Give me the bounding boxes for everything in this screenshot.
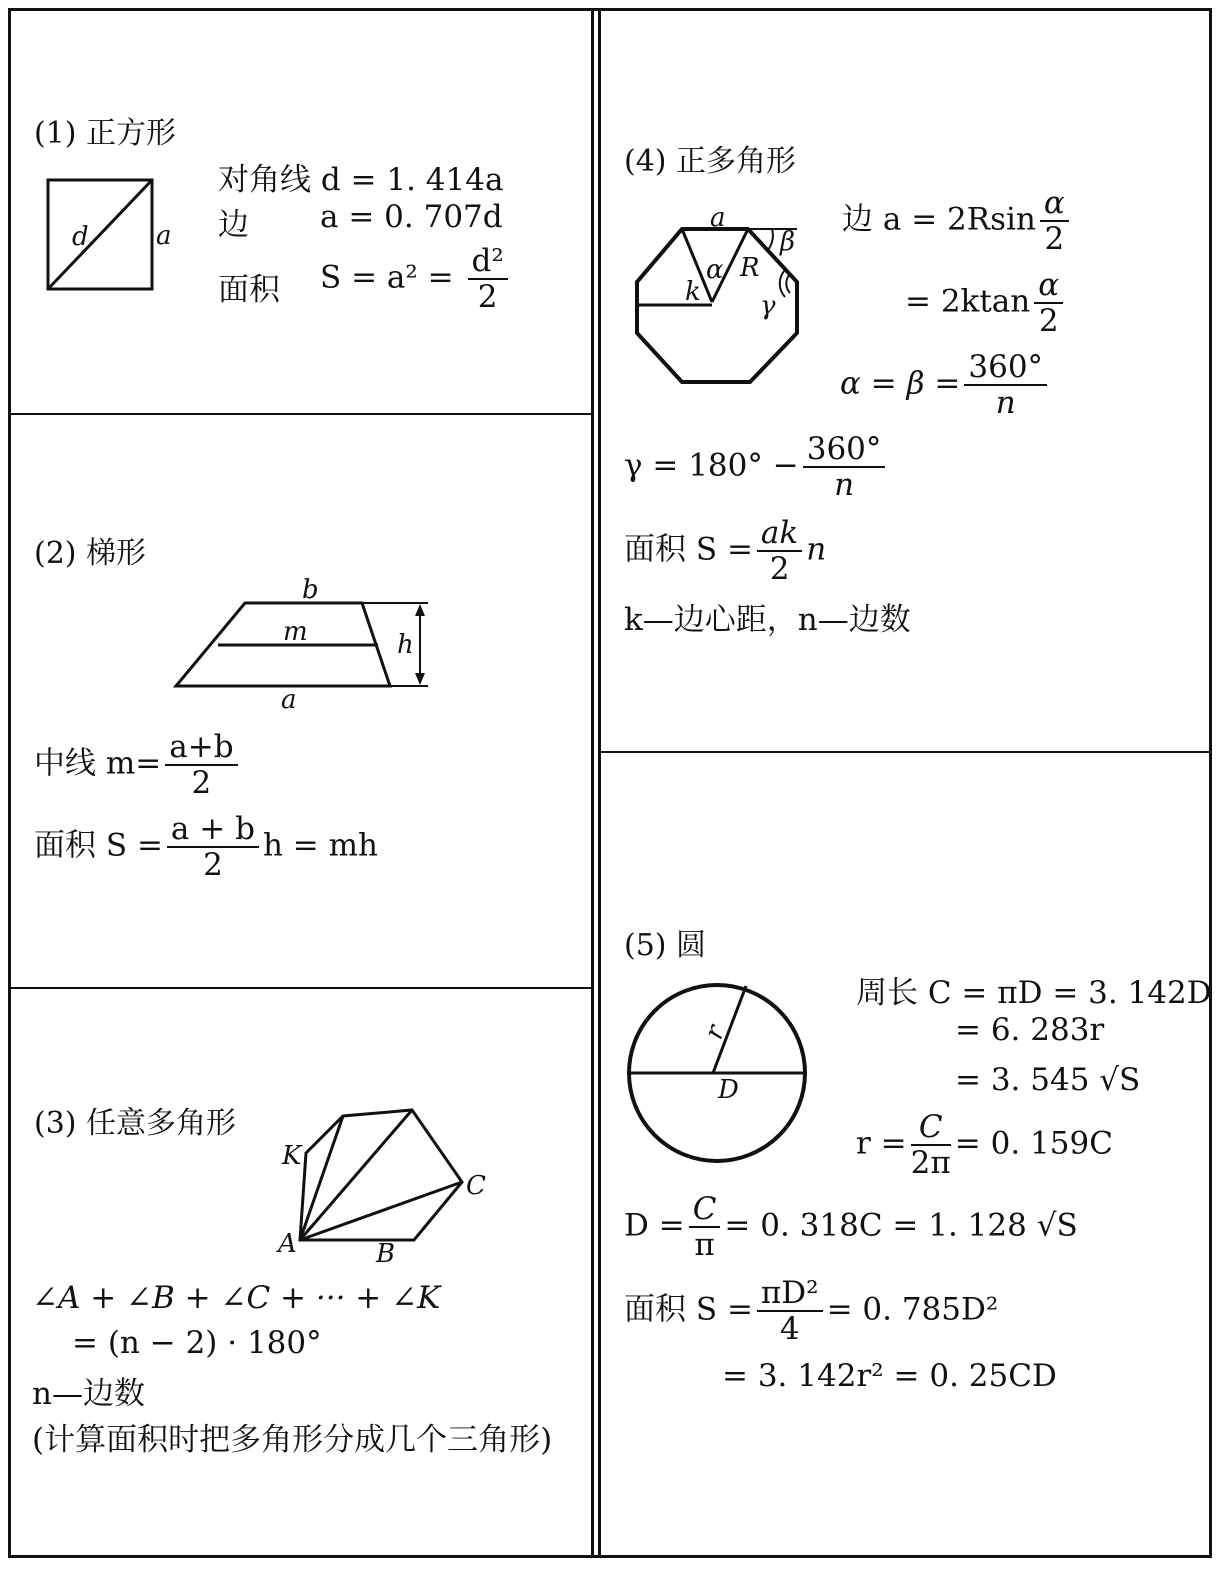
trapezoid-area-fraction bbox=[167, 812, 259, 882]
square-side-label: a bbox=[156, 221, 172, 251]
circle-diameter-formula bbox=[624, 1192, 1078, 1262]
polygon-angle-sum: ∠A + ∠B + ∠C + ··· + ∠K bbox=[32, 1280, 441, 1316]
square-title: (1) 正方形 bbox=[34, 116, 177, 151]
polygon-area-note: (计算面积时把多角形分成几个三角形) bbox=[32, 1422, 553, 1458]
polygon-n-note: n—边数 bbox=[32, 1376, 145, 1412]
trapezoid-a-label: a bbox=[281, 685, 297, 715]
regular-l4-pre: γ = 180° − bbox=[624, 447, 799, 484]
regular-l1-den: 2 bbox=[1044, 221, 1065, 258]
trapezoid-midline-formula bbox=[34, 730, 242, 800]
circle-l5-pre: D = bbox=[624, 1207, 685, 1244]
circle-area-formula-2: = 3. 142r² = 0. 25CD bbox=[722, 1358, 1057, 1394]
square-area-pre: S = a² = bbox=[320, 259, 454, 296]
circle-l5-num: C bbox=[689, 1192, 721, 1228]
regular-beta-label: β bbox=[780, 227, 796, 257]
square-area-formula bbox=[320, 244, 512, 314]
circle-l5-post: = 0. 318C = 1. 128 √S bbox=[724, 1207, 1078, 1244]
circle-l6-post: = 0. 785D² bbox=[826, 1291, 999, 1328]
circle-radius-formula bbox=[856, 1110, 1113, 1180]
trapezoid-mid-den: 2 bbox=[191, 765, 212, 802]
trapezoid-m-label: m bbox=[283, 617, 308, 647]
circle-l6-pre: 面积 S = bbox=[624, 1291, 753, 1328]
square-side-label-text: 边 bbox=[218, 207, 249, 243]
regular-gamma-formula bbox=[624, 432, 889, 502]
regular-l5-pre: 面积 S = bbox=[624, 531, 753, 568]
circle-area-formula bbox=[624, 1276, 998, 1346]
regular-area-formula bbox=[624, 516, 826, 586]
column-divider-left bbox=[591, 8, 594, 1558]
trapezoid-area-den: 2 bbox=[203, 847, 223, 884]
regular-l3-pre: α = β = bbox=[840, 365, 961, 402]
regular-l3-fraction bbox=[964, 350, 1047, 420]
regular-l5-fraction bbox=[757, 516, 802, 586]
regular-side-formula-1 bbox=[842, 186, 1073, 256]
polygon-A-label: A bbox=[278, 1229, 297, 1259]
regular-gamma-label: γ bbox=[760, 291, 776, 321]
polygon-C-label: C bbox=[466, 1171, 486, 1201]
regular-l4-num: 360° bbox=[803, 432, 886, 468]
circle-circumference-1: 周长 C = πD = 3. 142D bbox=[856, 975, 1212, 1011]
trapezoid-b-label: b bbox=[302, 575, 319, 605]
circle-l5-den: π bbox=[694, 1227, 715, 1264]
circle-l6-fraction bbox=[757, 1276, 823, 1346]
trapezoid-area-pre: 面积 S = bbox=[34, 827, 163, 864]
circle-l5-fraction bbox=[689, 1192, 721, 1262]
regular-l4-den: n bbox=[834, 467, 855, 504]
row-divider-2 bbox=[10, 987, 592, 989]
polygon-K-label: K bbox=[282, 1141, 302, 1171]
regular-l2-den: 2 bbox=[1038, 303, 1059, 340]
circle-l4-post: = 0. 159C bbox=[954, 1125, 1113, 1162]
regular-title: (4) 正多角形 bbox=[624, 144, 797, 179]
square-area-num: d² bbox=[468, 244, 508, 280]
regular-note: k—边心距，n—边数 bbox=[624, 602, 911, 638]
regular-alpha-label: α bbox=[706, 255, 724, 285]
circle-l4-den: 2π bbox=[910, 1145, 951, 1182]
square-diag-label: d bbox=[72, 222, 89, 252]
square-area-fraction bbox=[468, 244, 508, 314]
square-area-label: 面积 bbox=[218, 272, 280, 308]
row-divider-3 bbox=[600, 751, 1210, 753]
square-side-formula: a = 0. 707d bbox=[320, 199, 503, 235]
regular-k-label: k bbox=[685, 277, 701, 307]
trapezoid-area-num: a + b bbox=[167, 812, 259, 848]
regular-l2-num: α bbox=[1034, 268, 1063, 304]
trapezoid-area-post: h = mh bbox=[262, 827, 378, 864]
trapezoid-h-label: h bbox=[397, 630, 414, 660]
regular-l1-fraction bbox=[1040, 186, 1069, 256]
circle-l6-num: πD² bbox=[757, 1276, 823, 1312]
polygon-B-label: B bbox=[376, 1239, 396, 1269]
trapezoid-title: (2) 梯形 bbox=[34, 536, 147, 571]
regular-side-formula-2 bbox=[905, 268, 1067, 338]
circle-l4-num: C bbox=[911, 1110, 951, 1146]
circle-l4-pre: r = bbox=[856, 1125, 907, 1162]
polygon-title: (3) 任意多角形 bbox=[34, 1106, 237, 1141]
polygon-angle-result: = (n − 2) · 180° bbox=[72, 1325, 322, 1361]
circle-r-label: r bbox=[698, 1021, 732, 1044]
regular-l2-fraction bbox=[1034, 268, 1063, 338]
regular-angle-formula bbox=[840, 350, 1051, 420]
regular-R-label: R bbox=[740, 253, 760, 283]
trapezoid-mid-num: a+b bbox=[165, 730, 237, 766]
square-diagonal-formula: 对角线 d = 1. 414a bbox=[218, 162, 504, 198]
circle-l6-den: 4 bbox=[779, 1311, 800, 1348]
regular-l1-num: α bbox=[1040, 186, 1069, 222]
regular-a-label: a bbox=[710, 203, 726, 233]
circle-l4-fraction bbox=[911, 1110, 951, 1180]
regular-l5-num: ak bbox=[757, 516, 802, 552]
regular-l1-pre: 边 a = 2Rsin bbox=[842, 201, 1036, 238]
regular-l2-pre: = 2ktan bbox=[905, 283, 1031, 320]
row-divider-1 bbox=[10, 413, 592, 415]
regular-l3-den: n bbox=[995, 385, 1016, 422]
circle-circumference-3: = 3. 545 √S bbox=[955, 1062, 1141, 1098]
circle-title: (5) 圆 bbox=[624, 928, 707, 963]
regular-l5-den: 2 bbox=[769, 551, 790, 588]
column-divider-right bbox=[598, 8, 601, 1558]
trapezoid-mid-pre: 中线 m= bbox=[34, 745, 162, 782]
regular-l4-fraction bbox=[803, 432, 886, 502]
circle-circumference-2: = 6. 283r bbox=[955, 1012, 1105, 1048]
square-area-den: 2 bbox=[477, 279, 498, 316]
regular-l5-post: n bbox=[806, 531, 827, 568]
regular-l3-num: 360° bbox=[964, 350, 1047, 386]
trapezoid-area-formula bbox=[34, 812, 378, 882]
trapezoid-mid-fraction bbox=[165, 730, 237, 800]
circle-D-label: D bbox=[718, 1075, 739, 1105]
